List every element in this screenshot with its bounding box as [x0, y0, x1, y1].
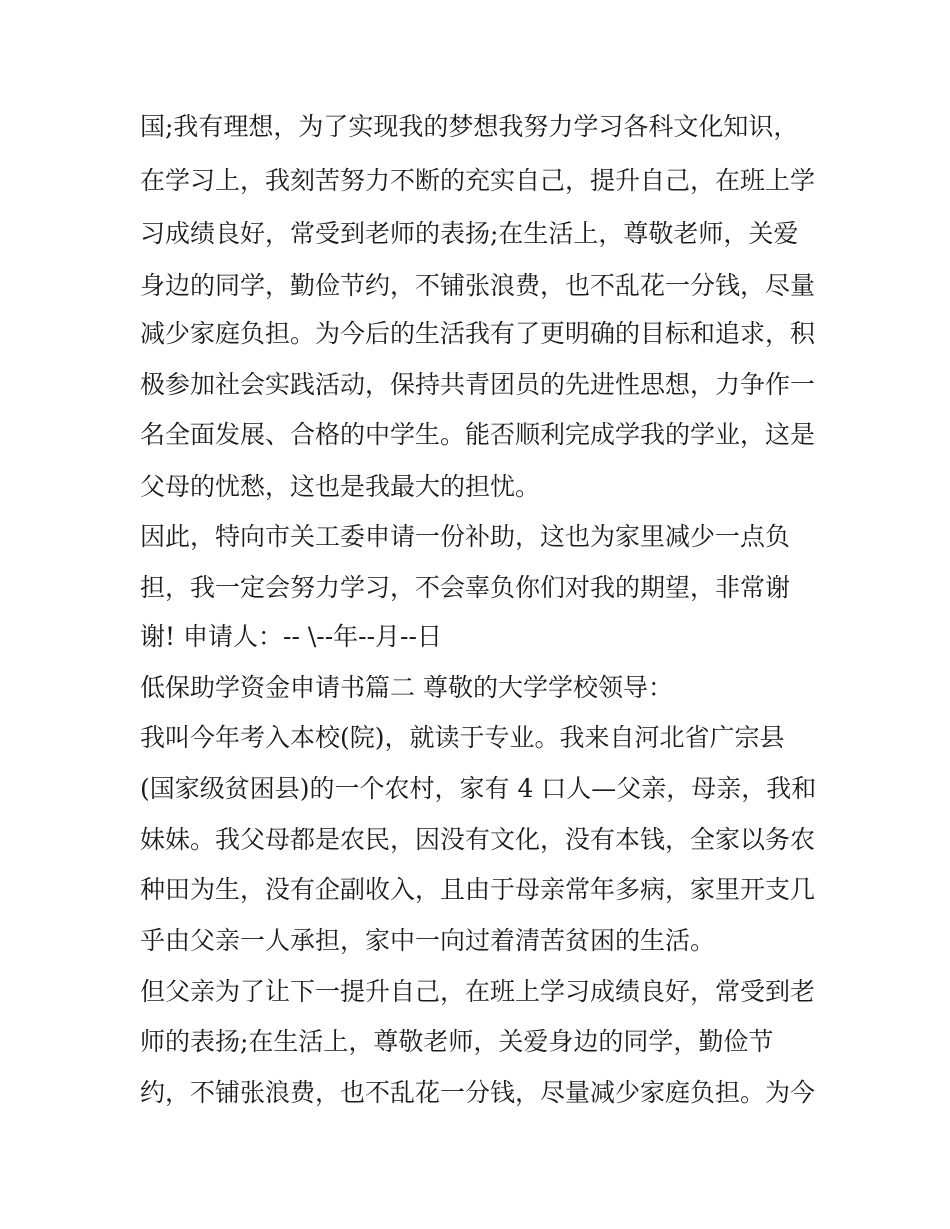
text-line: 因此，特向市关工委申请一份补助，这也为家里减少一点负	[140, 522, 791, 551]
text-line: 乎由父亲一人承担，家中一向过着清苦贫困的生活。	[140, 926, 716, 955]
text-line: (国家级贫困县)的一个农村，家有 4 口人—父亲，母亲，我和	[140, 774, 817, 803]
text-line: 低保助学资金申请书篇二 尊敬的大学学校领导：	[140, 673, 673, 702]
text-line: 种田为生，没有企副收入，且由于母亲常年多病，家里开支几	[140, 875, 816, 904]
text-line: 习成绩良好，常受到老师的表扬;在生活上，尊敬老师，关爱	[140, 219, 799, 248]
text-line: 在学习上，我刻苦努力不断的充实自己，提升自己，在班上学	[140, 166, 816, 195]
text-line: 约，不铺张浪费，也不乱花一分钱，尽量减少家庭负担。为今	[140, 1078, 816, 1107]
text-line: 谢! 申请人：-- \--年--月--日	[140, 622, 442, 651]
text-line: 极参加社会实践活动，保持共青团员的先进性思想，力争作一	[140, 370, 816, 399]
text-line: 身边的同学，勤俭节约，不铺张浪费，也不乱花一分钱，尽量	[140, 271, 816, 300]
text-line: 担，我一定会努力学习，不会辜负你们对我的期望，非常谢	[140, 573, 791, 602]
text-line: 名全面发展、合格的中学生。能否顺利完成学我的学业，这是	[140, 420, 816, 449]
text-line: 妹妹。我父母都是农民，因没有文化，没有本钱，全家以务农	[140, 825, 816, 854]
text-line: 但父亲为了让下一提升自己，在班上学习成绩良好，常受到老	[140, 977, 816, 1006]
text-line: 师的表扬;在生活上，尊敬老师，关爱身边的同学，勤俭节	[140, 1027, 774, 1056]
text-line: 我叫今年考入本校(院)，就读于专业。我来自河北省广宗县	[140, 723, 785, 752]
text-line: 减少家庭负担。为今后的生活我有了更明确的目标和追求，积	[140, 319, 816, 348]
text-line: 国;我有理想，为了实现我的梦想我努力学习各科文化知识，	[140, 112, 799, 141]
text-line: 父母的忧愁，这也是我最大的担忧。	[140, 472, 541, 501]
